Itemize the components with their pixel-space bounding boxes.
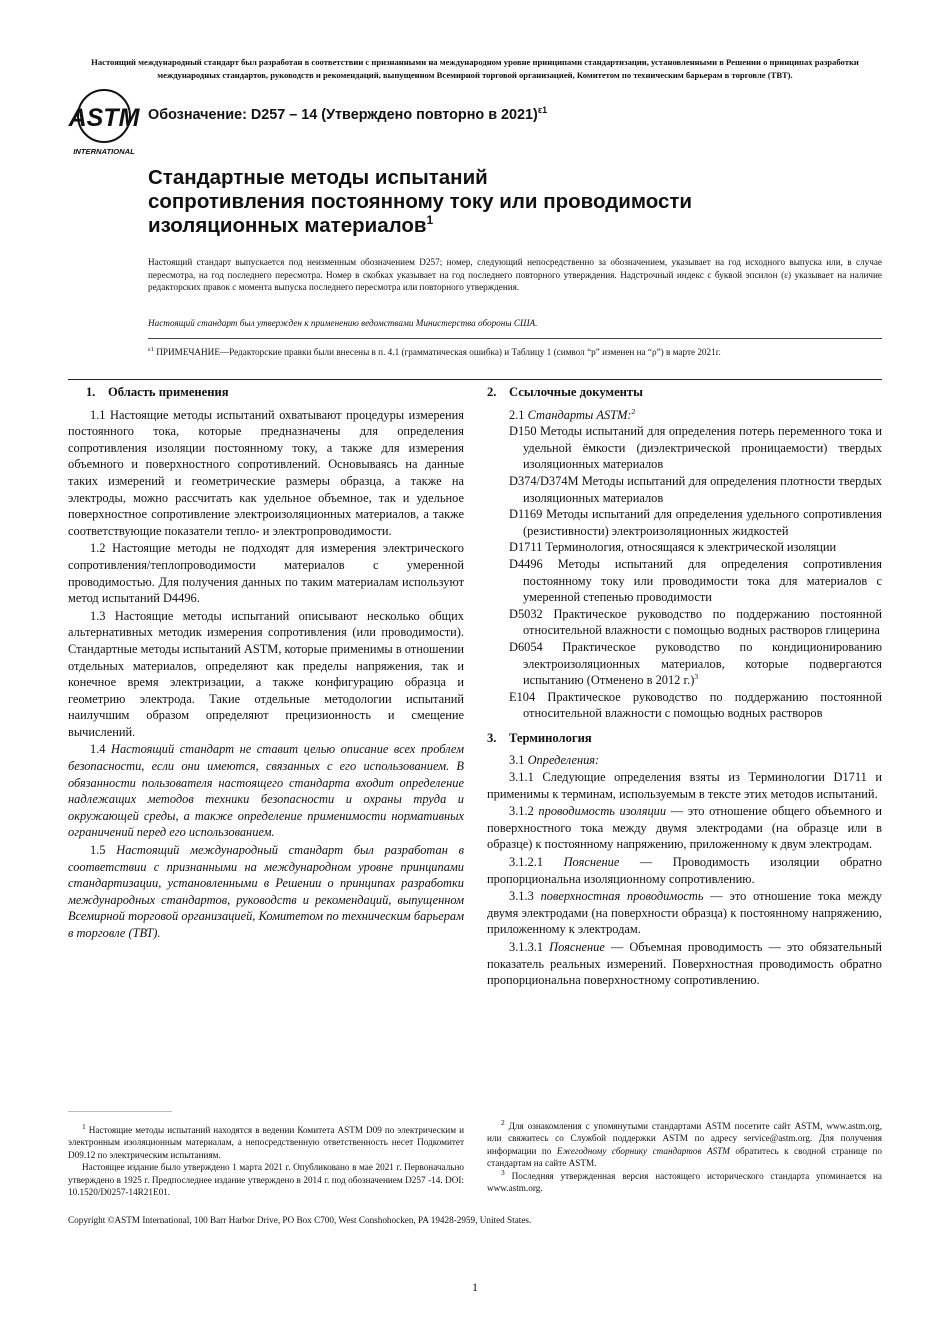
para-1-5: 1.5 Настоящий международный стандарт был разработан в соответствии с признанными на международном уровне принципами стандартизации, установленными в Решении о принципах разработки международных стандартов, руководств и рекомендаций, выпущенном Всемирной торговой организацией, Комитетом по техническим барьерам в торговле (ТВТ). <box>68 843 464 940</box>
subsection-3-1: 3.1 Определения: <box>509 753 600 768</box>
copyright: Copyright ©ASTM International, 100 Barr Harbor Drive, PO Box C700, West Conshohocken, PA 19428-2959, United States. <box>68 1215 532 1225</box>
reference-item: D374/D374M Методы испытаний для определения плотности твердых изоляционных материалов <box>509 473 882 505</box>
para-1-4: 1.4 Настоящий стандарт не ставит целью описание всех проблем безопасности, если они имеются, связанных с его использованием. В обязанности пользователя настоящего стандарта входит определение надлежащих методов техники безопасности и охраны труда и окружающей среды, а также определение применимости нормативных ограничений перед его использованием. <box>68 742 464 840</box>
footnote-rule-left <box>68 1111 172 1112</box>
para-1-1: 1.1 Настоящие методы испытаний охватывают процедуры измерения постоянного тока, которые предназначены для определения сопротивления изоляции постоянному току, а также для измерения объемного и поверхностного сопротивлений. Основываясь на данные таких измерений и геометрические размеры образца, а также на электроды, можно рассчитать как удельное объемное, так и удельное поверхностное сопротивление электроизоляционных материалов, а также соответствующие показатели тепло- и электропроводимости. <box>68 407 464 538</box>
footnotes-left <box>68 1121 464 1198</box>
header-divider <box>68 379 882 380</box>
section-2-heading: 2. Ссылочные документы <box>487 385 643 399</box>
designation-epsilon: ε1 <box>537 105 548 116</box>
para-3-1-1: 3.1.1 Следующие определения взяты из Терминологии D1711 и применимы к терминам, используемым в тексте этих методов испытаний. <box>487 770 882 801</box>
title-line-2: сопротивления постоянному току или проводимости <box>148 190 693 213</box>
footnotes-right <box>487 1117 883 1194</box>
para-3-1-2: 3.1.2 проводимость изоляции — это отношение общего объемного и поверхностного тока между двумя электродами (на образце или в образце) к постоянному напряжению, приложенному к двум электродам. <box>487 804 882 852</box>
section-3-heading: 3. Терминология <box>487 730 592 745</box>
reference-item: D4496 Методы испытаний для определения сопротивления постоянному току или проводимости тока для материалов с умеренной степенью проводимости <box>509 556 882 605</box>
designation-text: Обозначение: D257 – 14 (Утверждено повторно в 2021) <box>148 107 538 123</box>
dod-approval-note: Настоящий стандарт был утвержден к применению ведомствами Министерства обороны США. <box>148 318 538 328</box>
note-divider <box>148 338 882 339</box>
footnote-2: $^2$ Для ознакомления с упомянутыми стандартами ASTM посетите сайт ASTM, www.astm.org, или свяжитесь со Службой поддержки ASTM по адресу service@astm.org. Для получения информации по Ежегодному сборнику стандартов ASTM обратитесь к сводной странице по стандартам на сайте ASTM. <box>487 1117 883 1169</box>
editorial-note: $^{\varepsilon 1}$ ПРИМЕЧАНИЕ—Редакторские правки были внесены в п. 4.1 (грамматическая ошибка) и Таблицу 1 (символ “p” изменен на “ρ”) в марте 2021г. <box>148 345 721 357</box>
para-1-3: 1.3 Настоящие методы испытаний описывают несколько общих альтернативных методик измерения сопротивления (или проводимости). Стандартные методы испытаний ASTM, которые применимы в отношении отдельных материалов, определяют как пределы напряжения, так и конечное время электризации, а также конфигурацию образца и геометрию электрода. Такие отдельные методологии испытаний наилучшим образом определяют прецизионность и смещение вычислений. <box>68 608 464 739</box>
title-line-3: изоляционных материалов$^1$ <box>148 213 434 237</box>
logo-international: INTERNATIONAL <box>73 147 135 156</box>
para-3-1-3-1: 3.1.3.1 Пояснение — Объемная проводимость — это обязательный показатель реальных измерений. Поверхностная проводимость обратно пропорциональна поверхностному сопротивлению. <box>487 940 883 988</box>
logo-letters: ASTM <box>68 104 140 132</box>
issue-note: Настоящий стандарт выпускается под неизменным обозначением D257; номер, следующий непосредственно за обозначением, указывает на год исходного выпуска или, в случае пересмотра, на год последнего пересмотра. Номер в скобках указывает на год последнего повторного утверждения. Надстрочный индекс с буквой эпсилон (ε) указывает на наличие редакторских правок с момента выпуска последнего пересмотра или повторного утверждения. <box>148 257 882 293</box>
astm-logo <box>68 86 144 158</box>
right-column <box>487 384 882 989</box>
para-1-2: 1.2 Настоящие методы не подходят для измерения электрического сопротивления/теплопроводимости материалов с умеренной проводимостью. Для получения данных по таким материалам используют метод испытаний D4496. <box>68 541 464 606</box>
astm-logo-graphic <box>68 86 144 158</box>
reference-item: D5032 Практическое руководство по поддержанию постоянной относительной влажности с помощью водных растворов глицерина <box>509 606 882 638</box>
section-1-heading: 1. Область применения <box>86 385 229 399</box>
footnote-1-edition: Настоящее издание было утверждено 1 марта 2021 г. Опубликовано в мае 2021 г. Первоначально утверждено в 1925 г. Предпоследнее издание утверждено в 2014 г. под обозначением D257 -14. DOI: 10.1520/D0257-14R21E01. <box>68 1162 464 1198</box>
document-title <box>148 166 848 238</box>
left-column <box>68 384 464 942</box>
para-3-1-2-1: 3.1.2.1 Пояснение — Проводимость изоляции обратно пропорциональна изоляционному сопротивлению. <box>487 855 882 886</box>
designation <box>148 107 547 123</box>
para-3-1-3: 3.1.3 поверхностная проводимость — это отношение тока между двумя электродами (на поверхности образца) к постоянному напряжению, приложенному к электродам. <box>487 889 882 937</box>
astm-standards-list <box>487 423 882 722</box>
footnote-1: $^1$ Настоящие методы испытаний находятся в ведении Комитета ASTM D09 по электрическим и электронным изоляционным материалам, а непосредственную ответственность несет Подкомитет D09.12 по электрическим испытаниям. <box>68 1121 464 1160</box>
title-line-1: Стандартные методы испытаний <box>148 166 488 189</box>
editorial-note-marker: ε1 <box>148 345 154 353</box>
international-standard-notice: Настоящий международный стандарт был разработан в соответствии с признанными на международном уровне принципами стандартизации, установленными в Решении о принципах разработки международных стандартов, руководств и рекомендаций, выпущенном Всемирной торговой организацией, Комитетом по техническим барьерам в торговле (ТВТ). <box>91 57 859 80</box>
reference-item: D1169 Методы испытаний для определения удельного сопротивления (резистивности) электроизоляционных жидкостей <box>509 507 882 538</box>
title-footnote-marker: 1 <box>426 213 434 228</box>
reference-item: E104 Практическое руководство по поддержанию постоянной относительной влажности с помощью водных растворов <box>509 689 882 721</box>
footnote-3: $^3$ Последняя утвержденная версия настоящего исторического стандарта упоминается на www.astm.org. <box>487 1167 882 1194</box>
reference-item: D1711 Терминология, относящаяся к электрической изоляции <box>509 540 837 555</box>
reference-item: D150 Методы испытаний для определения потерь переменного тока и удельной ёмкости (диэлектрической проницаемости) твердых изоляционных материалов <box>509 424 882 472</box>
page-number: 1 <box>472 1280 478 1294</box>
reference-item: D6054 Практическое руководство по кондиционированию электроизоляционных материалов, которые подвергаются испытанию (Отменено в 2012 г.)$^3$ <box>509 639 882 688</box>
subsection-2-1: 2.1 Стандарты ASTM:$^2$ <box>509 406 636 422</box>
